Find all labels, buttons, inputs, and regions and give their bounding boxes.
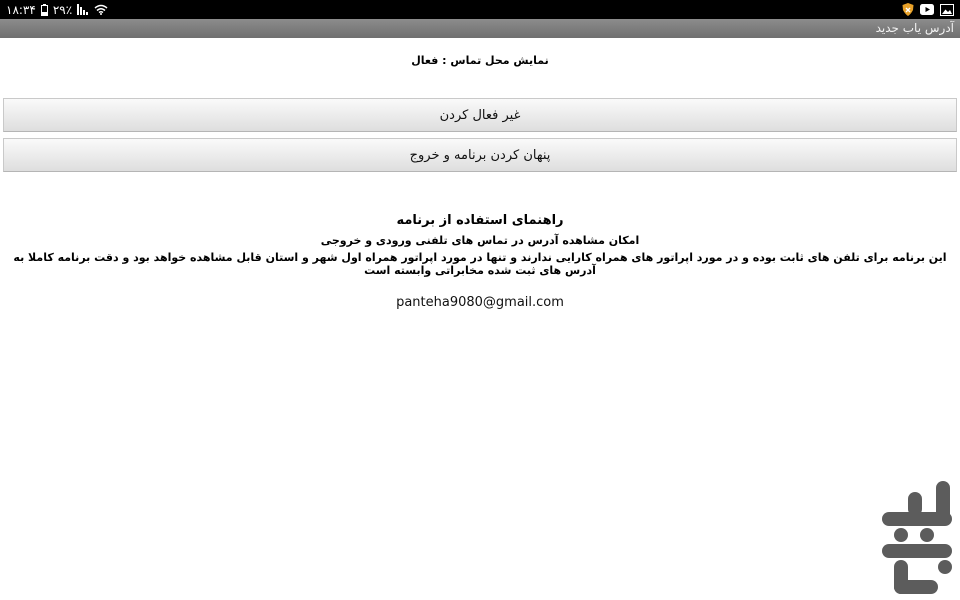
status-bar bbox=[0, 0, 960, 19]
guide-title: راهنمای استفاده از برنامه bbox=[396, 213, 564, 228]
title-bar bbox=[0, 19, 960, 38]
youtube-notification-icon bbox=[920, 4, 934, 15]
contact-email: panteha9080@gmail.com bbox=[396, 295, 564, 310]
status-bar-left bbox=[6, 0, 108, 19]
bazaar-logo bbox=[880, 478, 956, 596]
status-bar-right bbox=[902, 0, 954, 19]
signal-icon bbox=[77, 4, 89, 15]
battery-percent: ۲۹٪ bbox=[52, 2, 73, 17]
app-title: آدرس یاب جدید bbox=[875, 21, 954, 35]
hide-and-exit-button[interactable]: پنهان کردن برنامه و خروج bbox=[3, 138, 957, 172]
wifi-icon bbox=[94, 4, 108, 15]
clock: ۱۸:۳۴ bbox=[6, 2, 36, 17]
contact-display-status: نمایش محل تماس : فعال bbox=[411, 54, 549, 67]
guide-line-1: امکان مشاهده آدرس در تماس های تلفنی ورودی و خروجی bbox=[320, 234, 640, 247]
shield-notification-icon bbox=[902, 3, 914, 16]
battery-icon bbox=[41, 4, 48, 16]
image-notification-icon bbox=[940, 4, 954, 16]
guide-line-2: این برنامه برای تلفن های ثابت بوده و در مورد اپراتور های همراه کارایی ندارند و تنها در مورد اپراتور همراه اول شهر و استان قابل مشاهده خواهد بود و دقت برنامه کاملا به آدرس های ثبت شده مخابراتی وابسته است bbox=[13, 251, 947, 277]
usage-guide bbox=[10, 213, 950, 277]
deactivate-button[interactable]: غیر فعال کردن bbox=[3, 98, 957, 132]
